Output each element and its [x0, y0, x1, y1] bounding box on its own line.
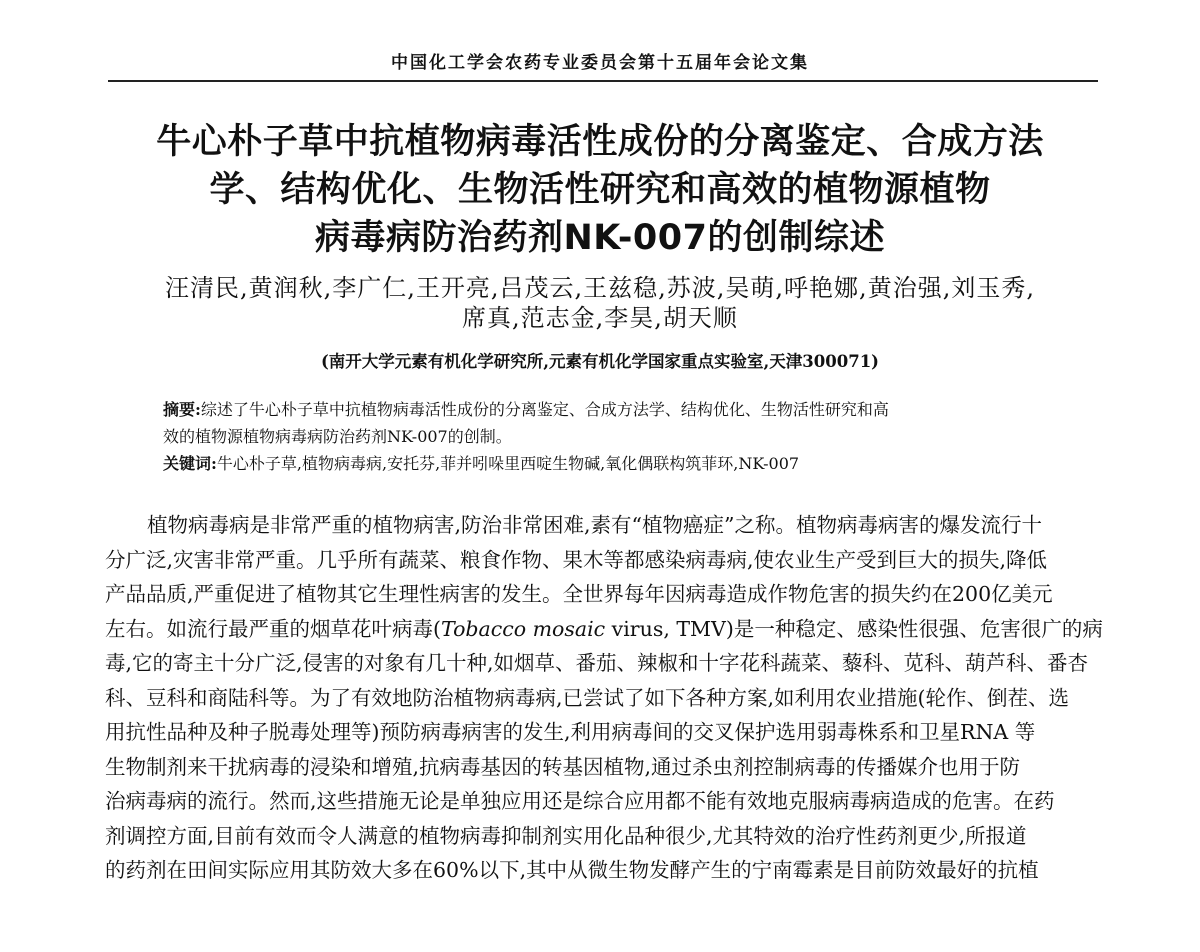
- title-line: 病毒病防治药剂NK-007的创制综述: [315, 218, 885, 258]
- abstract-text: 综述了牛心朴子草中抗植物病毒活性成份的分离鉴定、合成方法学、结构优化、生物活性研究和高: [200, 400, 889, 419]
- body-line: 产品品质,严重促进了植物其它生理性病害的发生。全世界每年因病毒造成作物危害的损失约在200亿美元: [105, 582, 1053, 606]
- abstract-line: 效的植物源植物病毒病防治药剂NK-007的创制。: [163, 427, 512, 446]
- abstract-block: [163, 396, 1063, 477]
- body-line: 生物制剂来干扰病毒的浸染和增殖,抗病毒基因的转基因植物,通过杀虫剂控制病毒的传播媒介也用于防: [105, 754, 1021, 779]
- body-line: 分广泛,灾害非常严重。几乎所有蔬菜、粮食作物、果木等都感染病毒病,使农业生产受到巨大的损失,降低: [105, 547, 1048, 572]
- author-line: 席真,范志金,李昊,胡天顺: [462, 304, 738, 332]
- running-header: 中国化工学会农药专业委员会第十五届年会论文集: [391, 53, 809, 73]
- body-line-start: 左右。如流行最严重的烟草花叶病毒(: [105, 616, 441, 641]
- virus-latin-name: Tobacco mosaic: [441, 616, 606, 641]
- body-line: 毒,它的寄主十分广泛,侵害的对象有几十种,如烟草、番茄、辣椒和十字花科蔬菜、藜科、苋科、葫芦科、番杏: [105, 651, 1089, 675]
- abstract-label: 摘要:: [163, 400, 201, 419]
- header-rule: [108, 80, 1098, 82]
- body-line: 治病毒病的流行。然而,这些措施无论是单独应用还是综合应用都不能有效地克服病毒病造成的危害。在药: [105, 789, 1055, 813]
- author-list: [60, 273, 1140, 333]
- body-paragraph: [105, 508, 1115, 888]
- keywords-line: [163, 450, 1063, 477]
- body-line: 科、豆科和商陆科等。为了有效地防治植物病毒病,已尝试了如下各种方案,如利用农业措施(轮作、倒茬、选: [105, 685, 1070, 710]
- body-line: 植物病毒病是非常严重的植物病害,防治非常困难,素有“植物癌症”之称。植物病毒病害的爆发流行十: [147, 513, 1042, 537]
- affiliation: (南开大学元素有机化学研究所,元素有机化学国家重点实验室,天津300071): [321, 352, 879, 371]
- body-line: 剂调控方面,目前有效而令人满意的植物病毒抑制剂实用化品种很少,尤其特效的治疗性药剂更少,所报道: [105, 823, 1027, 848]
- abstract-line: [163, 396, 1063, 423]
- body-line-end: virus, TMV)是一种稳定、感染性很强、危害很广的病: [605, 616, 1103, 641]
- author-line: 汪清民,黄润秋,李广仁,王开亮,吕茂云,王兹稳,苏波,吴萌,呼艳娜,黄治强,刘玉秀,: [165, 274, 1035, 302]
- body-line: 的药剂在田间实际应用其防效大多在60%以下,其中从微生物发酵产生的宁南霉素是目前防效最好的抗植: [105, 858, 1039, 882]
- paper-title: [60, 118, 1140, 262]
- body-line: 用抗性品种及种子脱毒处理等)预防病毒病害的发生,利用病毒间的交叉保护选用弱毒株系和卫星RNA 等: [105, 720, 1036, 744]
- title-line: 牛心朴子草中抗植物病毒活性成份的分离鉴定、合成方法: [156, 122, 1044, 162]
- keywords-text: 牛心朴子草,植物病毒病,安托芬,菲并吲哚里西啶生物碱,氧化偶联构筑菲环,NK-007: [216, 454, 800, 473]
- title-line: 学、结构优化、生物活性研究和高效的植物源植物: [209, 170, 991, 210]
- keywords-label: 关键词:: [163, 454, 217, 473]
- body-line: [105, 612, 1115, 647]
